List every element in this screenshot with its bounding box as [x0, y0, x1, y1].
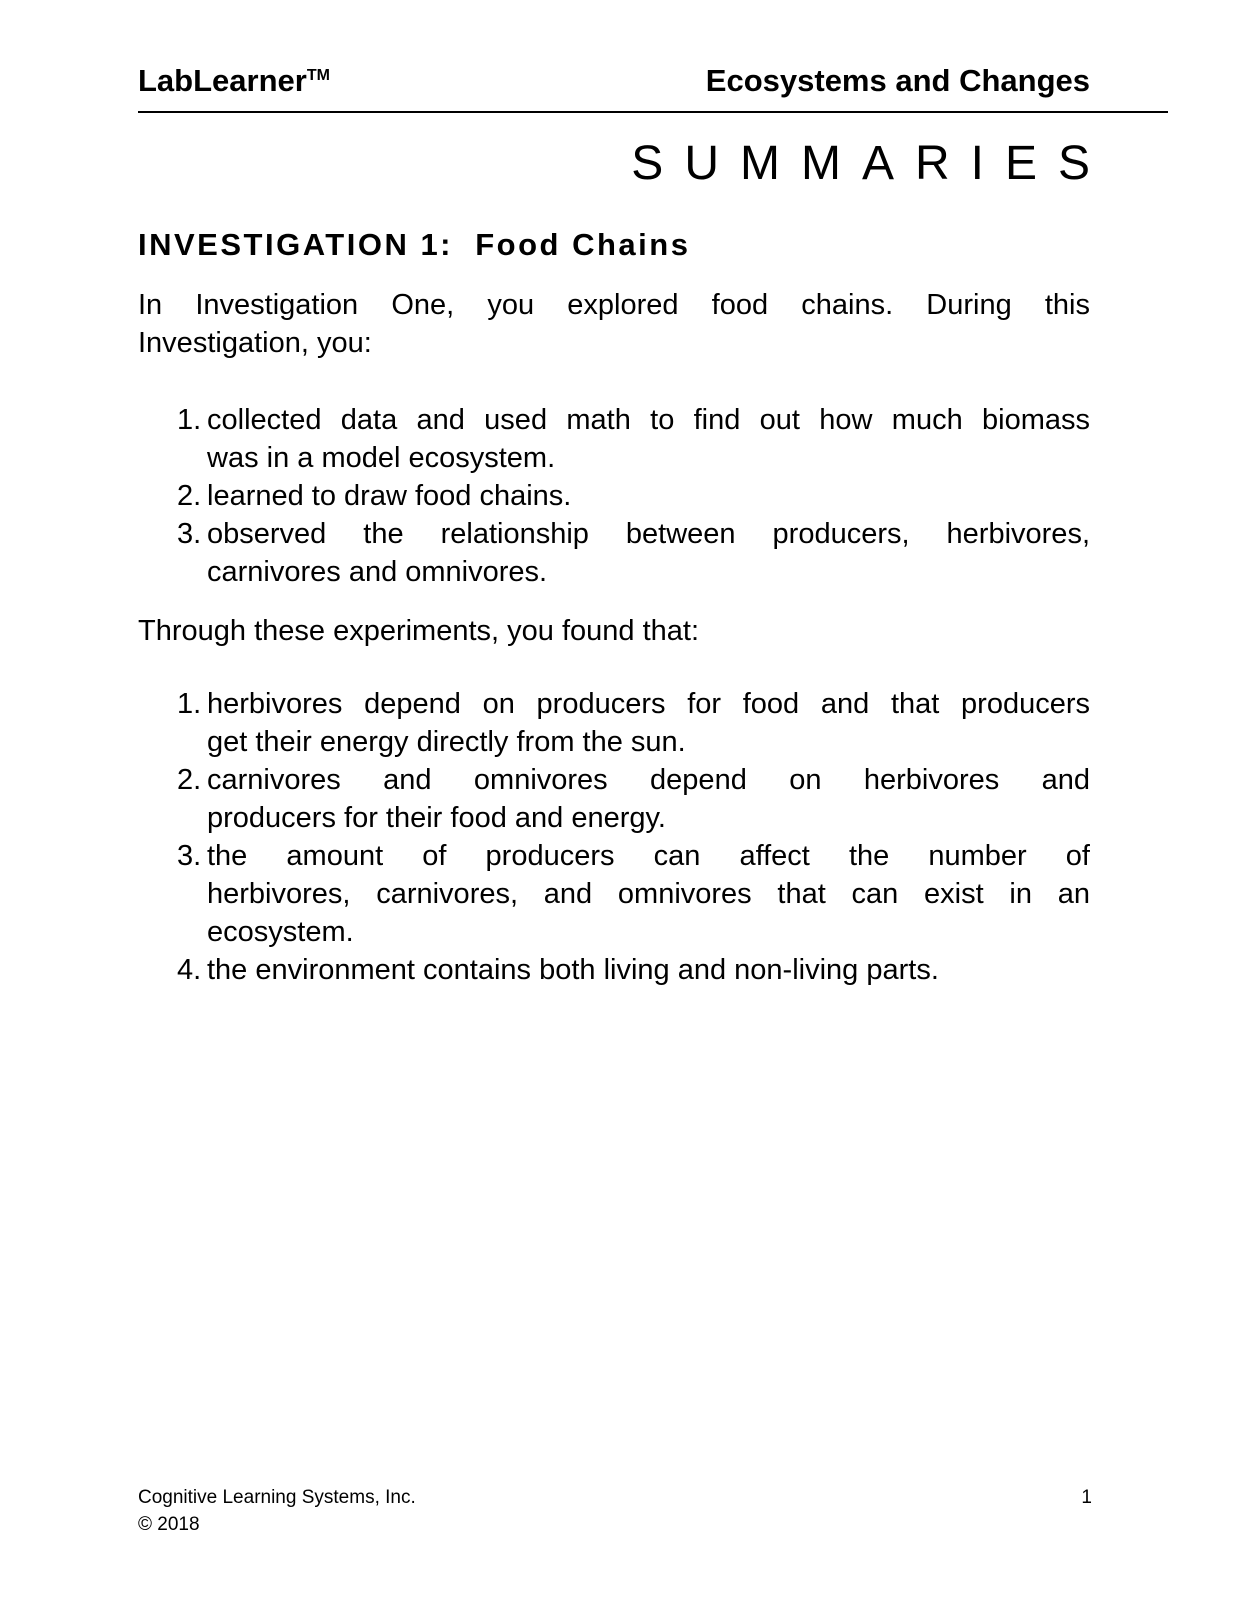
intro-line: Investigation, you: — [138, 327, 372, 359]
company-name: Cognitive Learning Systems, Inc. — [138, 1487, 416, 1508]
list-item — [138, 401, 1090, 477]
course-title: Ecosystems and Changes — [705, 63, 1090, 98]
list-item — [138, 685, 1090, 761]
summaries-heading — [138, 136, 1111, 192]
list-item-line: herbivores, carnivores, and omnivores that can exist in an — [207, 878, 1090, 910]
list-item — [138, 761, 1090, 837]
list-item — [138, 515, 1090, 591]
list-item-marker: 2. — [177, 764, 202, 796]
list-item-marker: 1. — [177, 404, 202, 436]
ordered-list-2 — [138, 685, 1090, 989]
list-item-line: carnivores and omnivores. — [207, 556, 548, 588]
main-content — [138, 228, 1090, 989]
list-item-marker: 1. — [177, 688, 202, 720]
brand-title — [138, 62, 330, 106]
list-item-marker: 3. — [177, 518, 202, 550]
list-item — [138, 951, 1090, 989]
summaries-heading-text: SUMMARIES — [631, 137, 1111, 190]
list-item-line: the amount of producers can affect the number of — [207, 840, 1090, 872]
page-header — [138, 62, 1090, 106]
ordered-list-1 — [138, 401, 1090, 591]
section-heading: INVESTIGATION 1: Food Chains — [138, 227, 691, 262]
page-footer — [138, 1484, 1090, 1538]
brand-text: LabLearner — [138, 63, 307, 98]
list-item-line: observed the relationship between producers, herbivores, — [207, 518, 1090, 550]
trademark-superscript: TM — [306, 67, 330, 84]
list-item-marker: 4. — [177, 954, 202, 986]
list-item — [138, 477, 1090, 515]
list-item-marker: 3. — [177, 840, 202, 872]
list-item-line: learned to draw food chains. — [207, 480, 572, 512]
list-item — [138, 837, 1090, 951]
header-divider-rule — [138, 111, 1168, 113]
list-item-line: ecosystem. — [207, 916, 354, 948]
list-item-line: carnivores and omnivores depend on herbivores and — [207, 764, 1090, 796]
list-item-marker: 2. — [177, 480, 202, 512]
list-item-line: was in a model ecosystem. — [207, 442, 556, 474]
intro-paragraph — [138, 286, 1090, 362]
list-item-line: herbivores depend on producers for food and that producers — [207, 688, 1090, 720]
copyright-text: © 2018 — [138, 1514, 200, 1535]
list-item-line: collected data and used math to find out how much biomass — [207, 404, 1090, 436]
list-item-line: producers for their food and energy. — [207, 802, 666, 834]
list-item-line: the environment contains both living and non-living parts. — [207, 954, 939, 986]
transition-paragraph: Through these experiments, you found that: — [138, 615, 700, 647]
list-item-line: get their energy directly from the sun. — [207, 726, 686, 758]
page-number: 1 — [1081, 1487, 1092, 1508]
intro-line: In Investigation One, you explored food chains. During this — [138, 289, 1090, 321]
